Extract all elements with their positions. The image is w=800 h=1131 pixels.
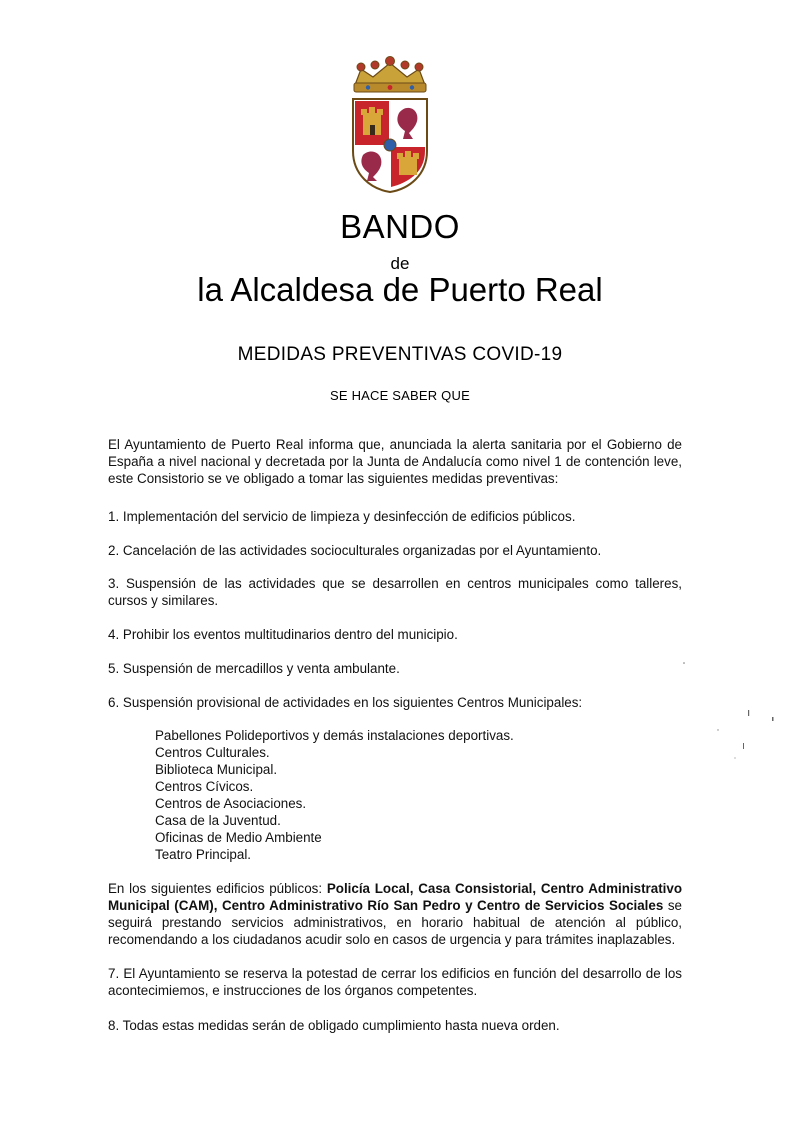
list-item: Centros Cívicos. — [155, 779, 254, 794]
announcement-line: SE HACE SABER QUE — [330, 388, 470, 403]
measure-6: 6. Suspensión provisional de actividades en los siguientes Centros Municipales: — [108, 695, 583, 710]
measure-7: 7. El Ayuntamiento se reserva la potestad de cerrar los edificios en función del desarrollo de los acontecimiemos, e instrucciones de los órganos competentes. — [108, 966, 682, 998]
list-item: Pabellones Polideportivos y demás instalaciones deportivas. — [155, 728, 514, 743]
intro-paragraph: El Ayuntamiento de Puerto Real informa que, anunciada la alerta sanitaria por el Gobierno de España a nivel nacional y decretada por la Junta de Andalucía como nivel 1 de contención leve, este Consistorio se ve obligado a tomar las siguientes medidas preventivas: — [108, 437, 682, 486]
buildings-paragraph — [108, 880, 682, 948]
list-item: Biblioteca Municipal. — [155, 762, 278, 777]
centers-list — [155, 727, 514, 863]
document-title: BANDO — [340, 208, 460, 245]
scan-artifacts — [680, 655, 780, 775]
measure-8: 8. Todas estas medidas serán de obligado cumplimiento hasta nueva orden. — [108, 1018, 560, 1033]
title-connector: de — [390, 254, 410, 273]
coat-of-arms-icon — [343, 55, 437, 195]
measure-3: 3. Suspensión de las actividades que se desarrollen en centros municipales como talleres, cursos y similares. — [108, 576, 682, 608]
list-item: Oficinas de Medio Ambiente — [155, 830, 322, 845]
shield-icon — [353, 99, 427, 192]
measure-1: 1. Implementación del servicio de limpieza y desinfección de edificios públicos. — [108, 509, 576, 524]
measure-2: 2. Cancelación de las actividades socioculturales organizadas por el Ayuntamiento. — [108, 543, 602, 558]
buildings-prefix: En los siguientes edificios públicos: — [108, 881, 327, 896]
list-item: Centros de Asociaciones. — [155, 796, 307, 811]
measure-4: 4. Prohibir los eventos multitudinarios dentro del municipio. — [108, 627, 458, 642]
measure-5: 5. Suspensión de mercadillos y venta ambulante. — [108, 661, 400, 676]
buildings-names-1: Policía Local, Casa Consistorial, Centro Administrativo Municipal (CAM), — [108, 881, 682, 913]
list-item: Centros Culturales. — [155, 745, 270, 760]
list-item: Teatro Principal. — [155, 847, 252, 862]
list-item: Casa de la Juventud. — [155, 813, 281, 828]
document-subtitle: la Alcaldesa de Puerto Real — [197, 271, 603, 308]
buildings-suffix: se seguirá prestando servicios administrativos, en horario habitual de atención al público, recomendando a los ciudadanos acudir solo en casos de urgencia y para trámites inaplazables. — [108, 898, 682, 947]
buildings-names-2: Centro Administrativo Río San Pedro y Centro de Servicios Sociales — [221, 898, 664, 913]
crown-icon — [354, 57, 426, 93]
section-heading: MEDIDAS PREVENTIVAS COVID-19 — [237, 344, 563, 365]
